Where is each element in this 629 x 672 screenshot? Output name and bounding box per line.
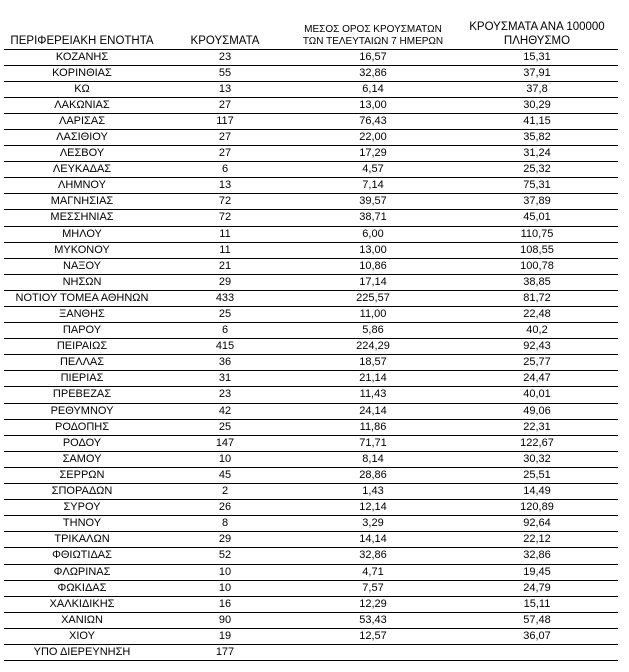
cell-cases: 117 — [160, 113, 290, 129]
cell-cases: 45 — [160, 467, 290, 483]
cell-region: ΠΕΛΛΑΣ — [4, 355, 160, 371]
table-row — [4, 242, 618, 258]
cell-region: ΤΡΙΚΑΛΩΝ — [4, 532, 160, 548]
cell-cases: 23 — [160, 387, 290, 403]
cell-cases-per-100k: 45,01 — [456, 210, 618, 226]
cell-cases: 13 — [160, 178, 290, 194]
cell-7day-average: 17,14 — [290, 274, 456, 290]
cell-cases-per-100k: 22,12 — [456, 532, 618, 548]
cell-region: ΧΑΛΚΙΔΙΚΗΣ — [4, 596, 160, 612]
table-row — [4, 516, 618, 532]
cell-7day-average: 1,43 — [290, 484, 456, 500]
cell-7day-average: 39,57 — [290, 194, 456, 210]
cell-cases: 55 — [160, 65, 290, 81]
cell-region: ΛΗΜΝΟΥ — [4, 178, 160, 194]
cell-7day-average — [290, 644, 456, 660]
header-cases-per-100k-line1: ΚΡΟΥΣΜΑΤΑ ΑΝΑ 100000 — [469, 20, 605, 33]
cell-cases-per-100k: 35,82 — [456, 129, 618, 145]
cell-region: ΠΕΙΡΑΙΩΣ — [4, 339, 160, 355]
cell-cases: 42 — [160, 403, 290, 419]
cell-cases: 2 — [160, 484, 290, 500]
cell-cases: 433 — [160, 290, 290, 306]
table-row — [4, 65, 618, 81]
cell-cases-per-100k: 75,31 — [456, 178, 618, 194]
cell-region: ΡΕΘΥΜΝΟΥ — [4, 403, 160, 419]
cell-7day-average: 24,14 — [290, 403, 456, 419]
cell-cases: 72 — [160, 210, 290, 226]
cell-region: ΞΑΝΘΗΣ — [4, 307, 160, 323]
cell-cases: 6 — [160, 323, 290, 339]
cell-cases-per-100k: 40,2 — [456, 323, 618, 339]
cell-cases-per-100k: 25,77 — [456, 355, 618, 371]
cell-cases-per-100k: 38,85 — [456, 274, 618, 290]
cell-cases-per-100k — [456, 644, 618, 660]
table-row — [4, 274, 618, 290]
cell-region: ΚΟΡΙΝΘΙΑΣ — [4, 65, 160, 81]
cell-region: ΧΑΝΙΩΝ — [4, 612, 160, 628]
cell-cases-per-100k: 25,51 — [456, 467, 618, 483]
cell-cases-per-100k: 37,89 — [456, 194, 618, 210]
cell-region: ΛΑΚΩΝΙΑΣ — [4, 97, 160, 113]
table-row — [4, 371, 618, 387]
cell-cases-per-100k: 24,79 — [456, 580, 618, 596]
table-row — [4, 81, 618, 97]
cell-cases-per-100k: 22,31 — [456, 419, 618, 435]
table-row — [4, 162, 618, 178]
cell-cases: 11 — [160, 242, 290, 258]
table-row — [4, 129, 618, 145]
table-row — [4, 339, 618, 355]
cell-7day-average: 6,00 — [290, 226, 456, 242]
table-row — [4, 49, 618, 65]
cell-region: ΛΑΡΙΣΑΣ — [4, 113, 160, 129]
table-row — [4, 258, 618, 274]
header-cases-per-100k-line2: ΠΛΗΘΥΣΜΟ — [503, 34, 571, 47]
cell-cases-per-100k: 110,75 — [456, 226, 618, 242]
cell-cases-per-100k: 15,31 — [456, 49, 618, 65]
table-row — [4, 500, 618, 516]
cell-7day-average: 11,43 — [290, 387, 456, 403]
cell-7day-average: 28,86 — [290, 467, 456, 483]
cell-cases: 29 — [160, 532, 290, 548]
cell-cases-per-100k: 120,89 — [456, 500, 618, 516]
table-row — [4, 387, 618, 403]
cell-region: ΧΙΟΥ — [4, 628, 160, 644]
cell-region: ΠΙΕΡΙΑΣ — [4, 371, 160, 387]
cell-cases: 72 — [160, 194, 290, 210]
table-body — [4, 49, 618, 661]
cell-cases-per-100k: 122,67 — [456, 435, 618, 451]
cell-7day-average: 12,57 — [290, 628, 456, 644]
cell-cases: 21 — [160, 258, 290, 274]
cell-cases: 13 — [160, 81, 290, 97]
cell-region: ΦΘΙΩΤΙΔΑΣ — [4, 548, 160, 564]
cell-cases: 25 — [160, 419, 290, 435]
cell-cases-per-100k: 30,29 — [456, 97, 618, 113]
cell-cases-per-100k: 32,86 — [456, 548, 618, 564]
cell-cases-per-100k: 22,48 — [456, 307, 618, 323]
cell-region: ΜΕΣΣΗΝΙΑΣ — [4, 210, 160, 226]
cell-7day-average: 10,86 — [290, 258, 456, 274]
cell-cases: 25 — [160, 307, 290, 323]
cell-7day-average: 224,29 — [290, 339, 456, 355]
cell-cases: 90 — [160, 612, 290, 628]
cell-cases: 27 — [160, 129, 290, 145]
cell-7day-average: 18,57 — [290, 355, 456, 371]
cell-region: ΝΗΣΩΝ — [4, 274, 160, 290]
table-row — [4, 178, 618, 194]
cell-cases: 11 — [160, 226, 290, 242]
table-row — [4, 210, 618, 226]
cell-cases-per-100k: 24,47 — [456, 371, 618, 387]
cell-region: ΣΑΜΟΥ — [4, 451, 160, 467]
cell-7day-average: 7,57 — [290, 580, 456, 596]
cell-cases: 19 — [160, 628, 290, 644]
cell-region: ΛΕΣΒΟΥ — [4, 146, 160, 162]
cell-region: ΝΑΞΟΥ — [4, 258, 160, 274]
cases-table — [4, 18, 618, 661]
cell-cases: 147 — [160, 435, 290, 451]
cell-cases-per-100k: 31,24 — [456, 146, 618, 162]
cell-region: ΣΠΟΡΑΔΩΝ — [4, 484, 160, 500]
table-row — [4, 226, 618, 242]
table-row — [4, 290, 618, 306]
header-region: ΠΕΡΙΦΕΡΕΙΑΚΗ ΕΝΟΤΗΤΑ — [4, 18, 160, 49]
cell-cases-per-100k: 15,11 — [456, 596, 618, 612]
cell-region: ΤΗΝΟΥ — [4, 516, 160, 532]
cell-region: ΜΗΛΟΥ — [4, 226, 160, 242]
header-7day-average-line1: ΜΕΣΟΣ ΟΡΟΣ ΚΡΟΥΣΜΑΤΩΝ — [304, 23, 442, 35]
table-row — [4, 532, 618, 548]
table-row — [4, 596, 618, 612]
cell-cases-per-100k: 92,43 — [456, 339, 618, 355]
table-row — [4, 548, 618, 564]
cell-region: ΡΟΔΟΠΗΣ — [4, 419, 160, 435]
cell-cases: 27 — [160, 146, 290, 162]
cell-cases: 10 — [160, 580, 290, 596]
cell-cases-per-100k: 36,07 — [456, 628, 618, 644]
cell-region: ΠΡΕΒΕΖΑΣ — [4, 387, 160, 403]
cell-7day-average: 71,71 — [290, 435, 456, 451]
cell-region: ΚΟΖΑΝΗΣ — [4, 49, 160, 65]
header-cases-per-100k — [456, 18, 618, 49]
cell-7day-average: 17,29 — [290, 146, 456, 162]
cell-cases-per-100k: 37,8 — [456, 81, 618, 97]
cell-cases: 8 — [160, 516, 290, 532]
cell-cases: 23 — [160, 49, 290, 65]
cell-region: ΦΛΩΡΙΝΑΣ — [4, 564, 160, 580]
cell-cases-per-100k: 40,01 — [456, 387, 618, 403]
cell-region: ΣΕΡΡΩΝ — [4, 467, 160, 483]
cell-cases-per-100k: 100,78 — [456, 258, 618, 274]
cell-cases-per-100k: 41,15 — [456, 113, 618, 129]
cell-cases-per-100k: 92,64 — [456, 516, 618, 532]
cell-cases: 27 — [160, 97, 290, 113]
cell-7day-average: 8,14 — [290, 451, 456, 467]
cell-7day-average: 53,43 — [290, 612, 456, 628]
cell-cases: 29 — [160, 274, 290, 290]
cell-region: ΡΟΔΟΥ — [4, 435, 160, 451]
cell-7day-average: 32,86 — [290, 548, 456, 564]
table-row — [4, 580, 618, 596]
cell-7day-average: 76,43 — [290, 113, 456, 129]
cell-cases: 177 — [160, 644, 290, 660]
table-row — [4, 484, 618, 500]
table-row — [4, 564, 618, 580]
cell-region: ΛΕΥΚΑΔΑΣ — [4, 162, 160, 178]
cell-cases: 36 — [160, 355, 290, 371]
cell-cases: 16 — [160, 596, 290, 612]
cell-7day-average: 4,57 — [290, 162, 456, 178]
header-row — [4, 18, 618, 49]
cell-cases: 10 — [160, 564, 290, 580]
header-7day-average — [290, 18, 456, 49]
table-row — [4, 194, 618, 210]
cell-7day-average: 32,86 — [290, 65, 456, 81]
cell-region: ΠΑΡΟΥ — [4, 323, 160, 339]
table-row — [4, 113, 618, 129]
cell-region: ΝΟΤΙΟΥ ΤΟΜΕΑ ΑΘΗΝΩΝ — [4, 290, 160, 306]
cell-7day-average: 21,14 — [290, 371, 456, 387]
cell-cases: 6 — [160, 162, 290, 178]
cell-cases: 26 — [160, 500, 290, 516]
cell-region: ΜΥΚΟΝΟΥ — [4, 242, 160, 258]
cell-cases: 52 — [160, 548, 290, 564]
cell-cases-per-100k: 37,91 — [456, 65, 618, 81]
table-row — [4, 612, 618, 628]
cell-region: ΦΩΚΙΔΑΣ — [4, 580, 160, 596]
table-row — [4, 644, 618, 660]
table-row — [4, 451, 618, 467]
cell-7day-average: 4,71 — [290, 564, 456, 580]
cell-7day-average: 13,00 — [290, 242, 456, 258]
cell-cases: 31 — [160, 371, 290, 387]
cell-cases-per-100k: 81,72 — [456, 290, 618, 306]
cell-7day-average: 38,71 — [290, 210, 456, 226]
cell-7day-average: 12,14 — [290, 500, 456, 516]
cell-7day-average: 16,57 — [290, 49, 456, 65]
cell-cases: 415 — [160, 339, 290, 355]
cell-cases-per-100k: 49,06 — [456, 403, 618, 419]
cell-cases-per-100k: 25,32 — [456, 162, 618, 178]
table-row — [4, 628, 618, 644]
table-row — [4, 323, 618, 339]
cell-7day-average: 225,57 — [290, 290, 456, 306]
table-row — [4, 467, 618, 483]
cell-7day-average: 5,86 — [290, 323, 456, 339]
table-row — [4, 403, 618, 419]
cell-region: ΛΑΣΙΘΙΟΥ — [4, 129, 160, 145]
cell-cases-per-100k: 108,55 — [456, 242, 618, 258]
cell-7day-average: 11,00 — [290, 307, 456, 323]
cell-region: ΜΑΓΝΗΣΙΑΣ — [4, 194, 160, 210]
cell-7day-average: 3,29 — [290, 516, 456, 532]
table-row — [4, 355, 618, 371]
cell-7day-average: 6,14 — [290, 81, 456, 97]
cell-7day-average: 13,00 — [290, 97, 456, 113]
cell-7day-average: 22,00 — [290, 129, 456, 145]
cell-region: ΣΥΡΟΥ — [4, 500, 160, 516]
cell-region: ΚΩ — [4, 81, 160, 97]
cell-cases-per-100k: 14,49 — [456, 484, 618, 500]
cell-cases-per-100k: 19,45 — [456, 564, 618, 580]
table-row — [4, 97, 618, 113]
cell-cases: 10 — [160, 451, 290, 467]
cell-7day-average: 14,14 — [290, 532, 456, 548]
cell-cases-per-100k: 30,32 — [456, 451, 618, 467]
cell-7day-average: 12,29 — [290, 596, 456, 612]
cell-region: ΥΠΟ ΔΙΕΡΕΥΝΗΣΗ — [4, 644, 160, 660]
table-row — [4, 307, 618, 323]
cell-cases-per-100k: 57,48 — [456, 612, 618, 628]
table-row — [4, 419, 618, 435]
header-cases: ΚΡΟΥΣΜΑΤΑ — [160, 18, 290, 49]
table-row — [4, 435, 618, 451]
header-7day-average-line2: ΤΩΝ ΤΕΛΕΥΤΑΙΩΝ 7 ΗΜΕΡΩΝ — [302, 35, 444, 47]
cell-7day-average: 7,14 — [290, 178, 456, 194]
table-row — [4, 146, 618, 162]
cell-7day-average: 11,86 — [290, 419, 456, 435]
